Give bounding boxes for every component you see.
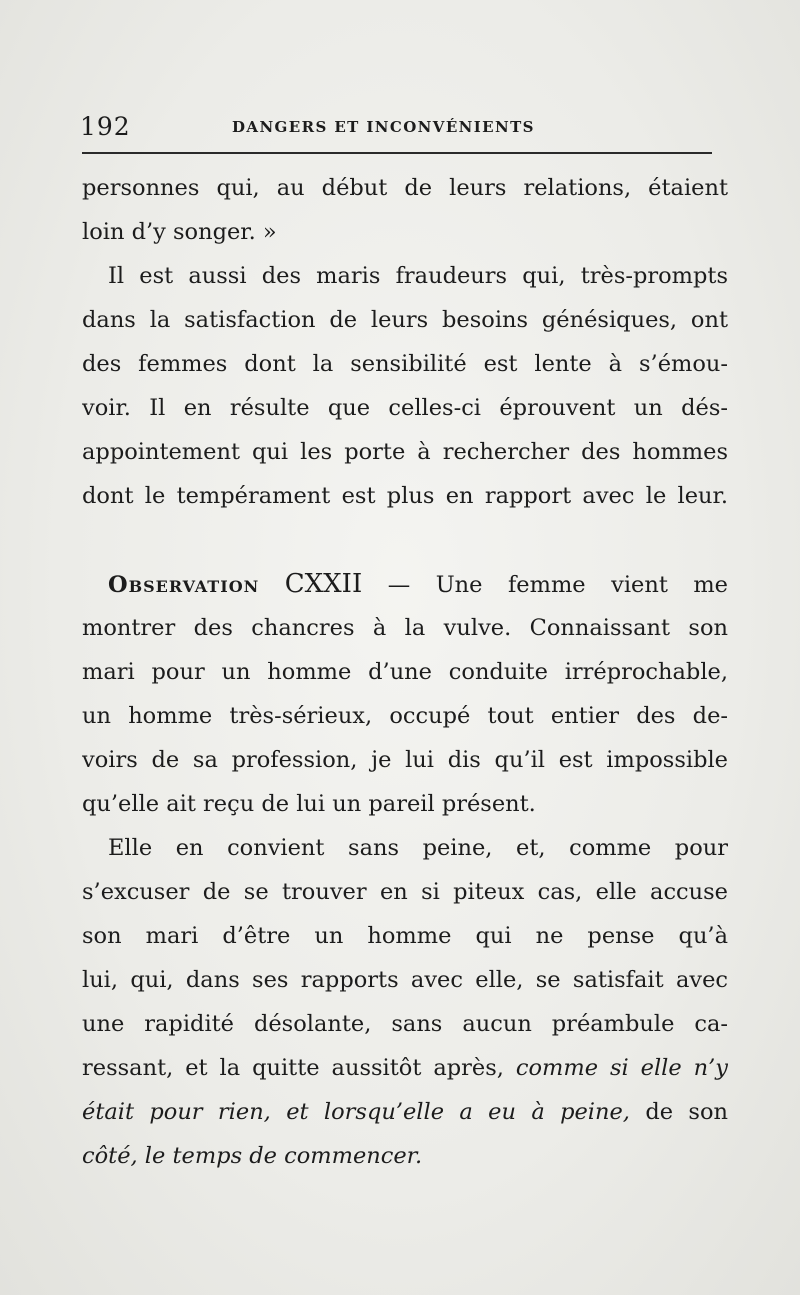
body-text [82, 166, 728, 1178]
text-segment: de son [645, 1099, 728, 1125]
text-line: Il est aussi des maris fraudeurs qui, très-prompts [108, 263, 728, 289]
text-line: appointement qui les porte à rechercher des hommes [82, 439, 728, 465]
text-line: une rapidité désolante, sans aucun préambule ca- [82, 1011, 728, 1037]
text-line: personnes qui, au début de leurs relations, étaient [82, 175, 728, 201]
running-head: DANGERS ET INCONVÉNIENTS [232, 118, 535, 136]
italic-segment: comme si elle n’y [515, 1055, 728, 1081]
page-header [80, 108, 712, 142]
text-line: des femmes dont la sensibilité est lente à s’émou- [82, 351, 728, 377]
text-line: lui, qui, dans ses rapports avec elle, se satisfait avec [82, 967, 728, 993]
text-line-rest: — Une femme vient me [387, 572, 728, 598]
text-line: s’excuser de se trouver en si piteux cas, elle accuse [82, 879, 728, 905]
text-line: voir. Il en résulte que celles-ci éprouvent un dés- [82, 395, 728, 421]
paragraph-gap [82, 518, 728, 562]
text-line: dont le tempérament est plus en rapport avec le leur. [82, 483, 728, 509]
text-line: montrer des chancres à la vulve. Connaissant son [82, 615, 728, 641]
observation-heading-line [82, 562, 728, 606]
italic-segment: était pour rien, et lorsqu’elle a eu à peine, [82, 1099, 630, 1125]
text-line: Elle en convient sans peine, et, comme pour [108, 835, 728, 861]
mixed-text-line [82, 1090, 728, 1134]
text-line: voirs de sa profession, je lui dis qu’il est impossible [82, 747, 728, 773]
text-line: mari pour un homme d’une conduite irréprochable, [82, 659, 728, 685]
text-segment: ressant, et la quitte aussitôt après, [82, 1055, 504, 1081]
text-line: qu’elle ait reçu de lui un pareil présent. [82, 791, 536, 817]
header-rule [82, 152, 712, 154]
text-line: un homme très-sérieux, occupé tout entier des de- [82, 703, 728, 729]
italic-line: côté, le temps de commencer. [82, 1143, 423, 1169]
mixed-text-line [82, 1046, 728, 1090]
page-number: 192 [80, 112, 131, 141]
text-line: son mari d’être un homme qui ne pense qu’à [82, 923, 728, 949]
text-line: loin d’y songer. » [82, 219, 277, 245]
observation-label: Observation [108, 572, 260, 598]
text-line: dans la satisfaction de leurs besoins génésiques, ont [82, 307, 728, 333]
observation-number: CXXII [284, 569, 363, 599]
